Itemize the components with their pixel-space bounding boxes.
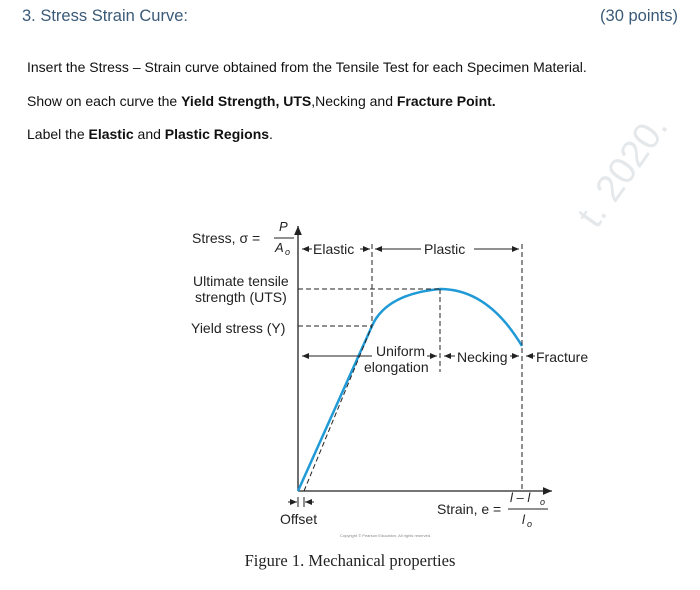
fracture-label: Fracture (536, 349, 589, 365)
instruction-text: and (133, 126, 165, 142)
strain-denominator-sub: o (527, 519, 533, 529)
necking-label: Necking (457, 349, 508, 365)
instruction-bold-text: Fracture Point. (396, 93, 496, 109)
instruction-line-1: Insert the Stress – Strain curve obtained from the Tensile Test for each Specimen Material. (27, 59, 587, 75)
elastic-line (298, 326, 372, 491)
plastic-curve (372, 289, 522, 346)
stress-numerator: P (279, 219, 288, 234)
strain-label: Strain, e = (437, 501, 502, 517)
plastic-label: Plastic (424, 241, 466, 257)
strain-numerator-sub: o (540, 497, 546, 507)
instruction-text: Show on each curve the (27, 93, 182, 109)
instruction-text: Label the (27, 126, 89, 142)
stress-denominator-sub: o (285, 247, 291, 257)
question-title: 3. Stress Strain Curve: (22, 7, 188, 25)
uts-label-line1: Ultimate tensile (193, 273, 289, 289)
uniform-label-line1: Uniform (376, 343, 426, 359)
stress-denominator: A (275, 240, 284, 255)
question-points: (30 points) (600, 7, 678, 25)
yield-label: Yield stress (Y) (191, 320, 286, 336)
strain-numerator: l – l (510, 490, 531, 505)
strain-denominator: l (522, 512, 525, 527)
watermark: t. 2020. (569, 107, 677, 236)
copyright-notice: Copyright © Pearson Education, All rights reserved. (340, 533, 432, 538)
instruction-bold-text: Yield Strength, UTS (181, 93, 312, 109)
instruction-bold-text: Elastic (88, 126, 134, 142)
offset-label: Offset (280, 511, 318, 527)
elastic-label: Elastic (313, 241, 355, 257)
uts-label-line2: strength (UTS) (195, 289, 287, 305)
stress-label: Stress, σ = (192, 230, 261, 246)
figure-caption: Figure 1. Mechanical properties (244, 551, 456, 570)
uniform-label-line2: elongation (364, 359, 429, 375)
instruction-bold-text: Plastic Regions (164, 126, 270, 142)
instruction-text: . (269, 126, 273, 142)
instruction-text: ,Necking and (311, 93, 397, 109)
